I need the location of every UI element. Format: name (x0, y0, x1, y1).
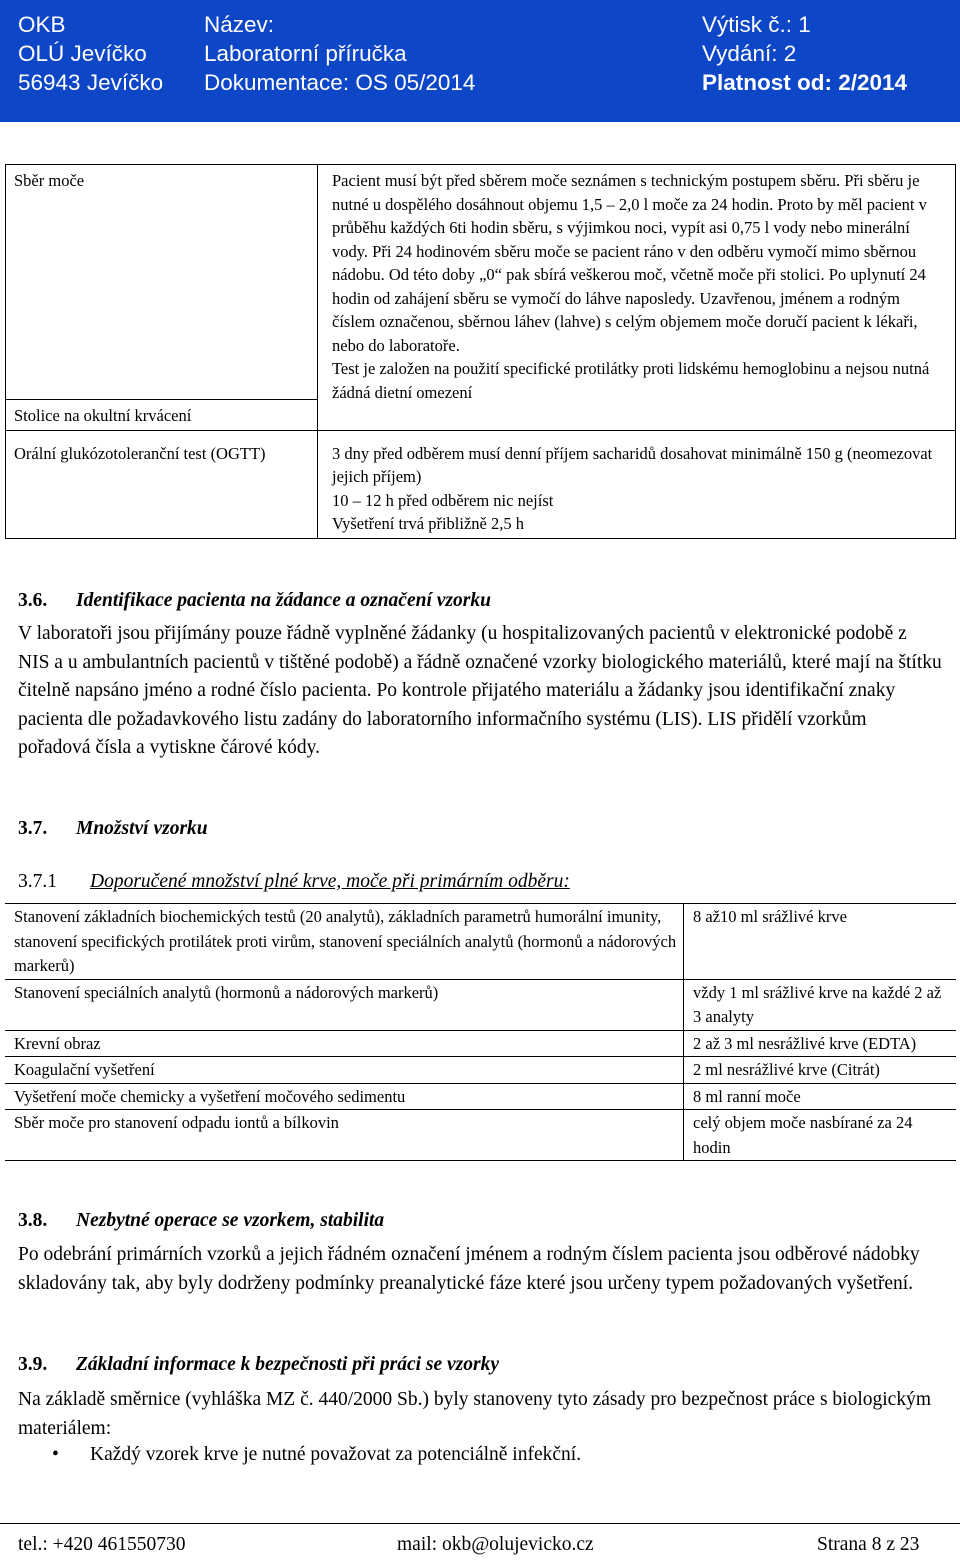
sample-amount: 2 až 3 ml nesrážlivé krve (EDTA) (684, 1030, 957, 1057)
section-heading (18, 818, 208, 840)
footer-phone: tel.: +420 461550730 (18, 1534, 186, 1555)
sample-amount: vždy 1 ml srážlivé krve na každé 2 až 3 analyty (684, 979, 957, 1030)
row-text (318, 165, 956, 431)
section-paragraph: Na základě směrnice (vyhláška MZ č. 440/2000 Sb.) byly stanoveny tyto zásady pro bezpečnost práce s biologickým materiálem: (18, 1389, 931, 1439)
document-header (0, 0, 960, 122)
header-version-block (702, 10, 907, 97)
row-text (318, 430, 956, 538)
sample-amount: celý objem moče nasbírané za 24 hodin (684, 1110, 957, 1161)
section-paragraph: V laboratoři jsou přijímány pouze řádně vyplněné žádanky (u hospitalizovaných pacientů v elektronické podobě z NIS a u ambulantních pacientů v tištěné podobě) a řádně označené vzorky biologického materiálů, které mají na štítku čitelně napsáno jméno a rodné číslo pacienta. Po kontrole přijatého materiálu a žádanky jsou identifikační znaky pacienta dle požadavkového listu zadány do laboratorního informačního systému (LIS). LIS přidělí vzorkům pořadová čísla a vytiskne čárové kódy. (18, 623, 942, 758)
section-number: 3.8. (18, 1210, 48, 1231)
table-row (6, 165, 956, 400)
header-title-block (204, 10, 475, 97)
test-name: Koagulační vyšetření (5, 1057, 684, 1084)
bullet-icon: • (52, 1444, 59, 1465)
sample-volume-table (5, 903, 956, 1161)
list-item-text: Každý vzorek krve je nutné považovat za potenciálně infekční. (90, 1444, 582, 1465)
urine-collection-text: Pacient musí být před sběrem moče seznámen s technickým postupem sběru. Při sběru je nutné u dospělého dosáhnout objemu 1,5 – 2,0 l moče za 24 hodin. Proto by měl pacient v průběhu každých 6ti hodin sběru, s výjimkou noci, vypít asi 0,75 l vody nebo minerální vody. Při 24 hodinovém sběru moče se pacient ráno v den odběru vymočí mimo sběrnou nádobu. Od této doby „0“ pak sbírá veškerou moč, včetně moče při stolici. Po uplynutí 24 hodin od zahájení sběru se vymočí do láhve naposledy. Uzavřenou, jménem a rodným číslem označenou, sběrnou láhev (lahve) s celým objemem moče doručí pacient k lékaři, nebo do laboratoře. (332, 171, 927, 355)
table-row (5, 1083, 956, 1110)
section-heading (18, 1210, 384, 1232)
header-organization (18, 10, 163, 97)
test-name: Stanovení speciálních analytů (hormonů a nádorových markerů) (5, 979, 684, 1030)
table-row (5, 904, 956, 980)
section-title: Nezbytné operace se vzorkem, stabilita (76, 1210, 385, 1231)
table-row (5, 1110, 956, 1161)
section-heading (18, 1354, 499, 1376)
test-name: Vyšetření moče chemicky a vyšetření močového sedimentu (5, 1083, 684, 1110)
table-row (5, 1030, 956, 1057)
row-label: Orální glukózotoleranční test (OGTT) (6, 430, 318, 538)
list-item (52, 1444, 581, 1466)
copy-number: Výtisk č.: 1 (702, 12, 811, 37)
validity: Platnost od: 2/2014 (702, 70, 908, 95)
sample-amount: 8 až10 ml srážlivé krve (684, 904, 957, 980)
edition: Vydání: 2 (702, 41, 797, 66)
ogtt-line: Vyšetření trvá přibližně 2,5 h (332, 514, 524, 533)
section-title: Identifikace pacienta na žádance a označení vzorku (76, 590, 491, 611)
section-title: Množství vzorku (76, 818, 208, 839)
ogtt-line: 10 – 12 h před odběrem nic nejíst (332, 490, 554, 510)
section-title: Doporučené množství plné krve, moče při primárním odběru: (90, 871, 570, 892)
sample-amount: 8 ml ranní moče (684, 1083, 957, 1110)
footer-email: mail: okb@olujevicko.cz (397, 1534, 594, 1555)
name-value: Laboratorní příručka (204, 41, 407, 66)
sample-amount: 2 ml nesrážlivé krve (Citrát) (684, 1057, 957, 1084)
table-row (5, 979, 956, 1030)
documentation: Dokumentace: OS 05/2014 (204, 70, 476, 95)
row-label: Stolice na okultní krvácení (6, 400, 318, 431)
test-name: Sběr moče pro stanovení odpadu iontů a bílkovin (5, 1110, 684, 1161)
ogtt-line: 3 dny před odběrem musí denní příjem sacharidů dosahovat minimálně 150 g (neomezovat jejich příjem) (332, 443, 933, 486)
document-footer (0, 1523, 960, 1555)
page-number: Strana 8 z 23 (817, 1534, 920, 1555)
org-line-2: OLÚ Jevíčko (18, 41, 147, 66)
collection-instructions-table (5, 164, 956, 539)
section-title: Základní informace k bezpečnosti při práci se vzorky (76, 1354, 500, 1375)
section-paragraph: Po odebrání primárních vzorků a jejich řádném označení jménem a rodným číslem pacienta jsou odběrové nádobky skladovány tak, aby byly dodrženy podmínky preanalytické fáze které jsou určeny typem požadovaných vyšetření. (18, 1244, 920, 1294)
section-number: 3.6. (18, 590, 48, 611)
subsection-heading (18, 871, 570, 893)
test-name: Krevní obraz (5, 1030, 684, 1057)
org-line-1: OKB (18, 12, 66, 37)
section-number: 3.9. (18, 1354, 48, 1375)
org-line-3: 56943 Jevíčko (18, 70, 164, 95)
table-row (5, 1057, 956, 1084)
section-number: 3.7. (18, 818, 48, 839)
table-row (6, 430, 956, 538)
section-number: 3.7.1 (18, 871, 57, 892)
section-heading (18, 590, 491, 612)
row-label: Sběr moče (6, 165, 318, 400)
test-name: Stanovení základních biochemických testů (20 analytů), základních parametrů humorální imunity, stanovení specifických protilátek proti virům, stanovení speciálních analytů (hormonů a nádorových markerů) (5, 904, 684, 980)
occult-blood-text: Test je založen na použití specifické protilátky proti lidskému hemoglobinu a nejsou nutná žádná dietní omezení (332, 359, 930, 402)
name-label: Název: (204, 12, 275, 37)
